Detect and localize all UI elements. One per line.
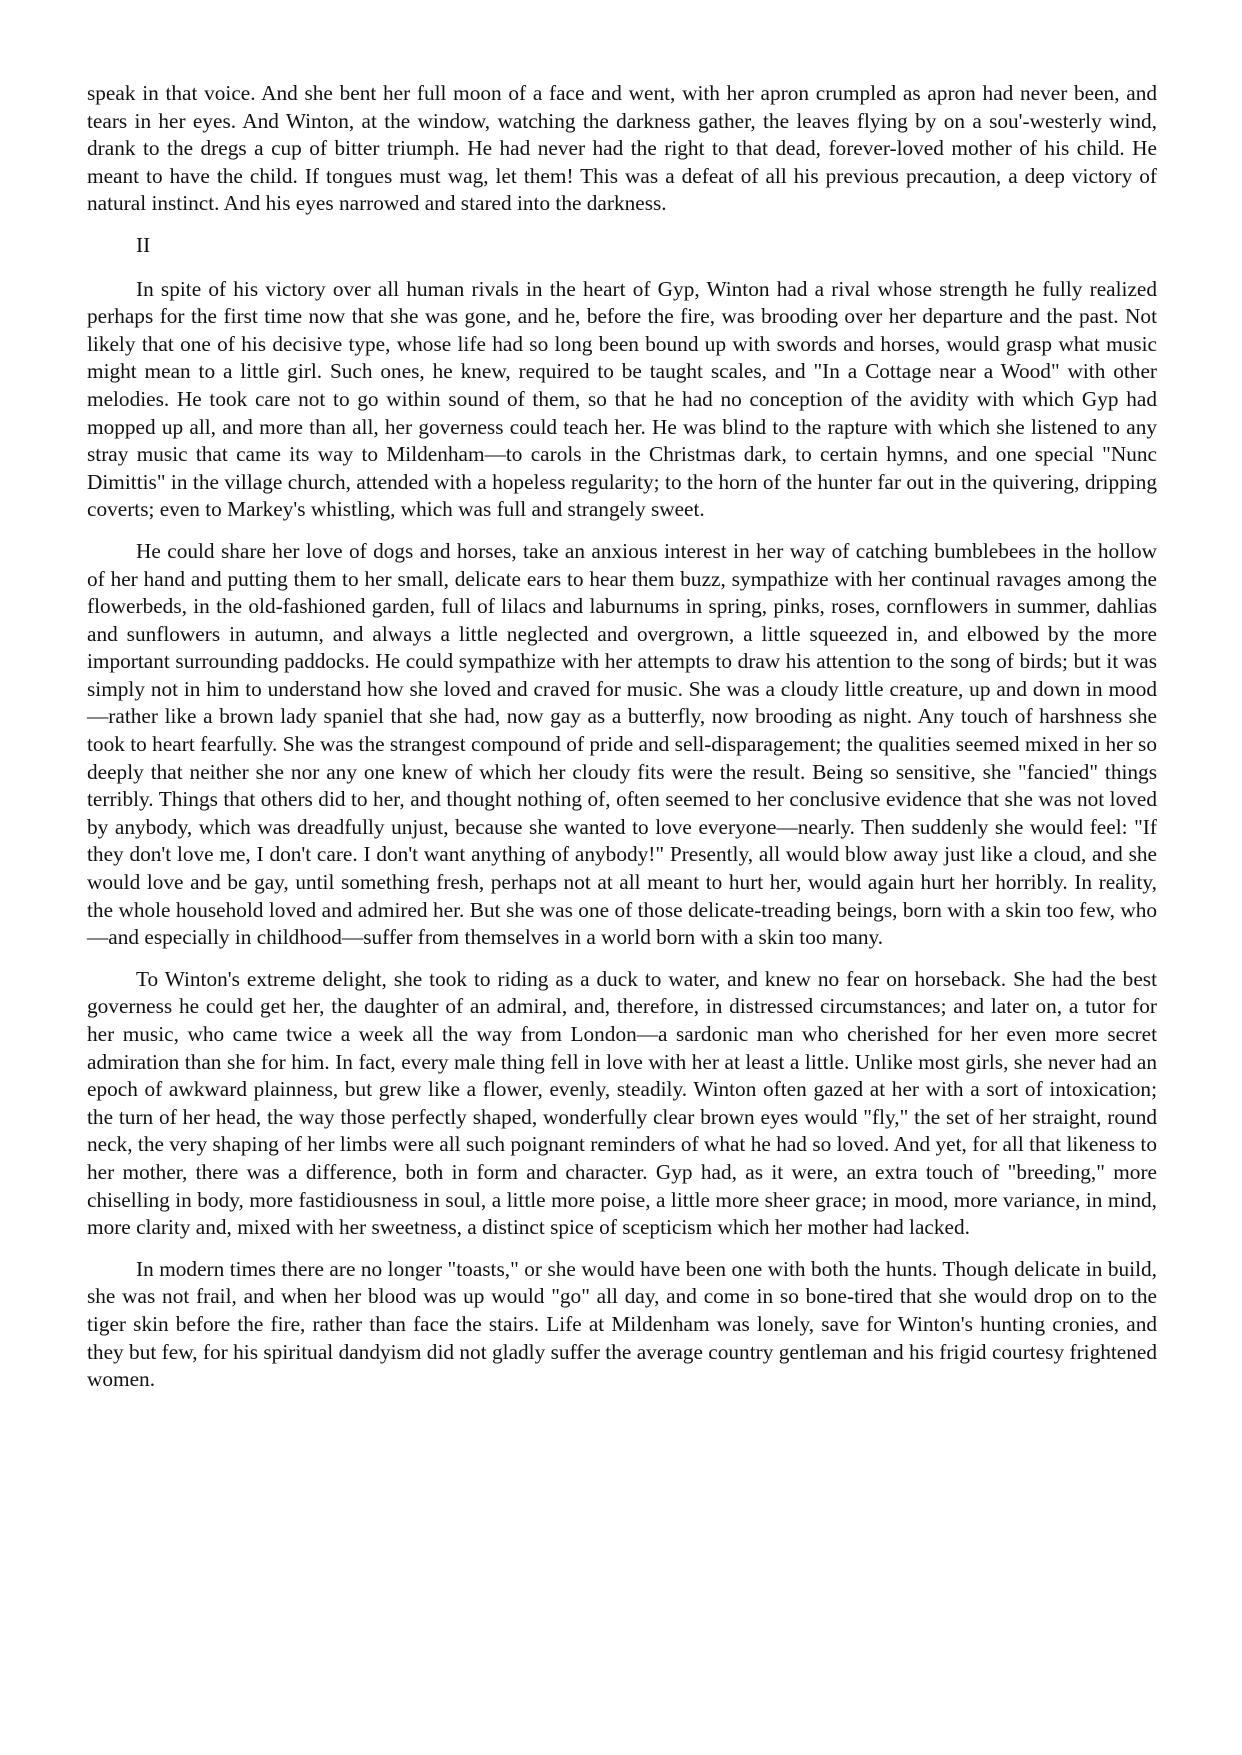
paragraph: He could share her love of dogs and horses, take an anxious interest in her way of catching bumblebees in the hollow of her hand and putting them to her small, delicate ears to hear them buzz, sympathize with her continual ravages among the flowerbeds, in the old-fashioned garden, full of lilacs and laburnums in spring, pinks, roses, cornflowers in summer, dahlias and sunflowers in autumn, and always a little neglected and overgrown, a little squeezed in, and elbowed by the more important surrounding paddocks. He could sympathize with her attempts to draw his attention to the song of birds; but it was simply not in him to understand how she loved and craved for music. She was a cloudy little creature, up and down in mood—rather like a brown lady spaniel that she had, now gay as a butterfly, now brooding as night. Any touch of harshness she took to heart fearfully. She was the strangest compound of pride and sell-disparagement; the qualities seemed mixed in her so deeply that neither she nor any one knew of which her cloudy fits were the result. Being so sensitive, she "fancied" things terribly. Things that others did to her, and thought nothing of, often seemed to her conclusive evidence that she was not loved by anybody, which was dreadfully unjust, because she wanted to love everyone—nearly. Then suddenly she would feel: "If they don't love me, I don't care. I don't want anything of anybody!" Presently, all would blow away just like a cloud, and she would love and be gay, until something fresh, perhaps not at all meant to hurt her, would again hurt her horribly. In reality, the whole household loved and admired her. But she was one of those delicate-treading beings, born with a skin too few, who—and especially in childhood—suffer from themselves in a world born with a skin too many.	[87, 538, 1157, 950]
chapter-section-heading: II	[136, 232, 151, 257]
paragraph: In spite of his victory over all human rivals in the heart of Gyp, Winton had a rival whose strength he fully realized perhaps for the first time now that she was gone, and he, before the fire, was brooding over her departure and the past. Not likely that one of his decisive type, whose life had so long been bound up with swords and horses, would grasp what music might mean to a little girl. Such ones, he knew, required to be taught scales, and "In a Cottage near a Wood" with other melodies. He took care not to go within sound of them, so that he had no conception of the avidity with which Gyp had mopped up all, and more than all, her governess could teach her. He was blind to the rapture with which she listened to any stray music that came its way to Mildenham—to carols in the Christmas dark, to certain hymns, and one special "Nunc Dimittis" in the village church, attended with a hopeless regularity; to the horn of the hunter far out in the quivering, dripping coverts; even to Markey's whistling, which was full and strangely sweet.	[87, 276, 1157, 522]
paragraph: To Winton's extreme delight, she took to riding as a duck to water, and knew no fear on horseback. She had the best governess he could get her, the daughter of an admiral, and, therefore, in distressed circumstances; and later on, a tutor for her music, who came twice a week all the way from London—a sardonic man who cherished for her even more secret admiration than she for him. In fact, every male thing fell in love with her at least a little. Unlike most girls, she never had an epoch of awkward plainness, but grew like a flower, evenly, steadily. Winton often gazed at her with a sort of intoxication; the turn of her head, the way those perfectly shaped, wonderfully clear brown eyes would "fly," the set of her straight, round neck, the very shaping of her limbs were all such poignant reminders of what he had so loved. And yet, for all that likeness to her mother, there was a difference, both in form and character. Gyp had, as it were, an extra touch of "breeding," more chiselling in body, more fastidiousness in soul, a little more poise, a little more sheer grace; in mood, more variance, in mind, more clarity and, mixed with her sweetness, a distinct spice of scepticism which her mother had lacked.	[87, 966, 1157, 1240]
paragraph: In modern times there are no longer "toasts," or she would have been one with both the hunts. Though delicate in build, she was not frail, and when her blood was up would "go" all day, and come in so bone-tired that she would drop on to the tiger skin before the fire, rather than face the stairs. Life at Mildenham was lonely, save for Winton's hunting cronies, and they but few, for his spiritual dandyism did not gladly suffer the average country gentleman and his frigid courtesy frightened women.	[87, 1256, 1157, 1392]
paragraph-continuation: speak in that voice. And she bent her full moon of a face and went, with her apron crumpled as apron had never been, and tears in her eyes. And Winton, at the window, watching the darkness gather, the leaves flying by on a sou'-westerly wind, drank to the dregs a cup of bitter triumph. He had never had the right to that dead, forever-loved mother of his child. He meant to have the child. If tongues must wag, let them! This was a defeat of all his previous precaution, a deep victory of natural instinct. And his eyes narrowed and stared into the darkness.	[87, 81, 1157, 216]
document-page	[87, 80, 1157, 1408]
